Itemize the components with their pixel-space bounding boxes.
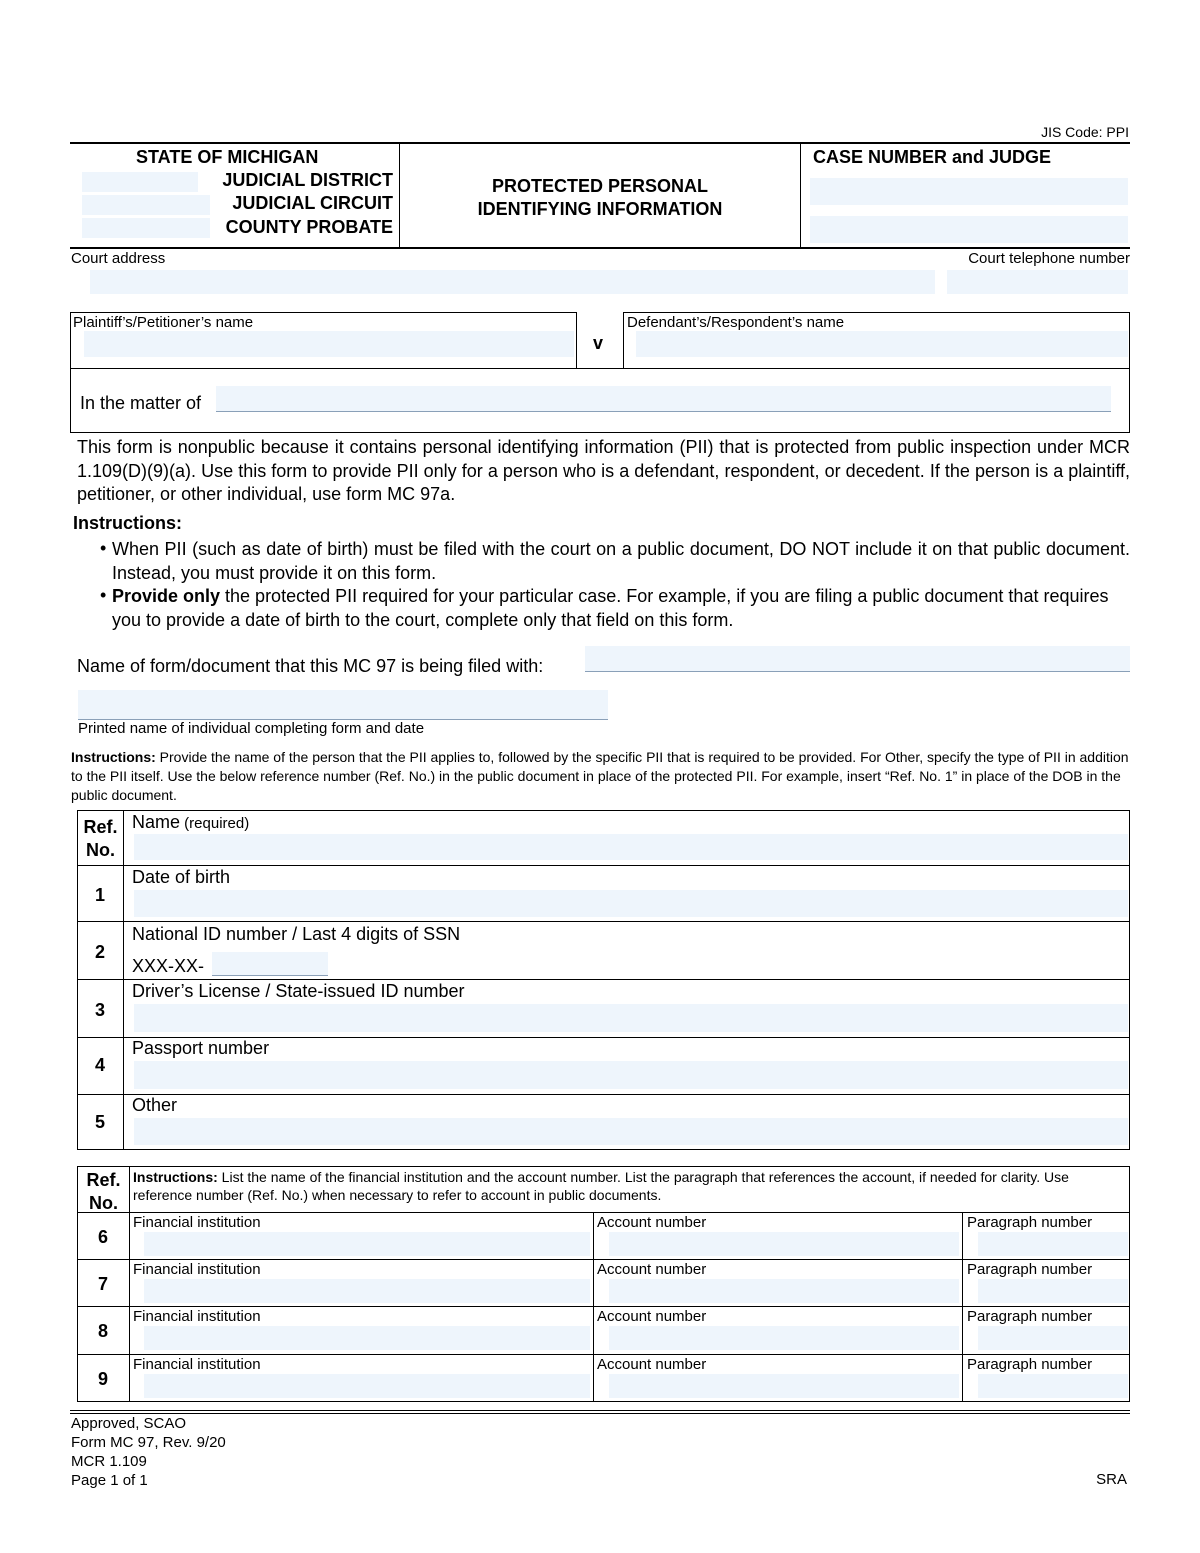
fin-ref-header xyxy=(78,1169,129,1215)
matter-label: In the matter of xyxy=(80,393,202,413)
intro-paragraph: This form is nonpublic because it contains personal identifying information (PII) that is protected from public inspection under MCR 1.109(D)(9)(a). Use this form to provide PII only for a person who is a defendant, respondent, or decedent. If the person is a plaintiff, petitioner, or other individual, use form MC 97a. xyxy=(77,437,1130,504)
pii-ref-header xyxy=(78,816,123,862)
fin-institution-field-6[interactable] xyxy=(144,1232,590,1256)
header-divider-2 xyxy=(800,143,801,248)
date-of-birth-label: Date of birth xyxy=(132,867,231,887)
ref-number-1: 1 xyxy=(94,885,105,905)
name-label-text: Name xyxy=(132,812,181,832)
fin-instructions-text: List the name of the financial institution and the account number. List the paragraph that references the account, if needed for clarity. Use reference number (Ref. No.) when necessary to refer to account in public documents. xyxy=(133,1169,1069,1203)
footer-approved: Approved, SCAO xyxy=(71,1415,187,1432)
fin-paragraph-label-6: Paragraph number xyxy=(967,1214,1093,1231)
pii-ref-header-line-1: Ref. xyxy=(83,817,118,837)
filed-with-field[interactable] xyxy=(585,646,1130,672)
fin-account-label-8: Account number xyxy=(597,1308,707,1325)
drivers-license-field[interactable] xyxy=(134,1004,1128,1032)
other-label: Other xyxy=(132,1095,178,1115)
defendant-name-field[interactable] xyxy=(636,331,1128,357)
fin-ref-header-line-2: No. xyxy=(89,1193,118,1213)
fin-account-label-7: Account number xyxy=(597,1261,707,1278)
header-top-rule xyxy=(70,142,1130,144)
court-phone-label: Court telephone number xyxy=(968,250,1130,267)
fin-account-field-9[interactable] xyxy=(609,1374,959,1398)
footer-info xyxy=(71,1414,226,1490)
instructions-heading: Instructions: xyxy=(73,513,183,533)
ref-number-2: 2 xyxy=(94,942,105,962)
ssn-label: National ID number / Last 4 digits of SSN xyxy=(132,924,461,944)
footer-rule-1 xyxy=(70,1410,1130,1411)
pii-row-rule-1 xyxy=(77,865,1130,866)
footer-rule-2 xyxy=(70,1413,1130,1414)
footer-rule: MCR 1.109 xyxy=(71,1453,147,1470)
judicial-district-label: JUDICIAL DISTRICT xyxy=(222,170,393,190)
fin-instructions-bold: Instructions: xyxy=(133,1169,218,1185)
pii-table xyxy=(77,810,1130,1150)
form-title-line-2: IDENTIFYING INFORMATION xyxy=(477,199,723,219)
fin-row-rule-2 xyxy=(77,1259,1130,1260)
ref-number-5: 5 xyxy=(94,1112,105,1132)
fin-institution-field-9[interactable] xyxy=(144,1374,590,1398)
footer-form: Form MC 97, Rev. 9/20 xyxy=(71,1434,226,1451)
jis-code: JIS Code: PPI xyxy=(1041,124,1129,140)
pii-instructions xyxy=(71,748,1133,805)
bullet-1-marker: • xyxy=(100,538,107,558)
case-number-field[interactable] xyxy=(810,178,1128,205)
footer-page: Page 1 of 1 xyxy=(71,1472,148,1489)
pii-ref-header-line-2: No. xyxy=(86,840,115,860)
fin-ref-divider xyxy=(129,1166,130,1402)
fin-ref-header-line-1: Ref. xyxy=(86,1170,121,1190)
court-phone-field[interactable] xyxy=(947,270,1128,294)
versus-label: v xyxy=(593,333,604,353)
date-of-birth-field[interactable] xyxy=(134,890,1128,917)
fin-account-label-9: Account number xyxy=(597,1356,707,1373)
fin-col-divider-1 xyxy=(593,1212,594,1402)
ref-number-6: 6 xyxy=(97,1227,108,1247)
ref-number-9: 9 xyxy=(97,1369,108,1389)
plaintiff-label: Plaintiff’s/Petitioner’s name xyxy=(73,314,254,331)
fin-paragraph-field-7[interactable] xyxy=(978,1279,1128,1303)
fin-row-rule-1 xyxy=(77,1212,1130,1213)
fin-institution-label-8: Financial institution xyxy=(133,1308,261,1325)
pii-table-ref-divider xyxy=(123,810,124,1150)
other-field[interactable] xyxy=(134,1118,1128,1145)
fin-row-rule-3 xyxy=(77,1306,1130,1307)
state-label: STATE OF MICHIGAN xyxy=(136,147,319,167)
fin-paragraph-field-9[interactable] xyxy=(978,1374,1128,1398)
ssn-last4-field[interactable] xyxy=(212,952,328,976)
fin-institution-field-7[interactable] xyxy=(144,1279,590,1303)
form-title-line-1: PROTECTED PERSONAL xyxy=(491,176,709,196)
judge-field[interactable] xyxy=(810,216,1128,243)
fin-row-rule-4 xyxy=(77,1354,1130,1355)
header-bottom-rule xyxy=(70,247,1130,249)
fin-paragraph-label-8: Paragraph number xyxy=(967,1308,1093,1325)
passport-label: Passport number xyxy=(132,1038,270,1058)
fin-paragraph-field-8[interactable] xyxy=(978,1326,1128,1350)
pii-row-rule-2 xyxy=(77,921,1130,922)
ssn-prefix: XXX-XX- xyxy=(132,956,205,976)
circuit-number-field[interactable] xyxy=(82,195,210,215)
fin-paragraph-label-9: Paragraph number xyxy=(967,1356,1093,1373)
pii-row-rule-3 xyxy=(77,979,1130,980)
form-title xyxy=(400,175,800,221)
drivers-license-label: Driver’s License / State-issued ID number xyxy=(132,981,465,1001)
defendant-label: Defendant’s/Respondent’s name xyxy=(627,314,845,331)
fin-account-field-6[interactable] xyxy=(609,1232,959,1256)
name-required-note: (required) xyxy=(180,815,250,832)
fin-account-field-8[interactable] xyxy=(609,1326,959,1350)
case-number-label: CASE NUMBER and JUDGE xyxy=(813,147,1052,167)
plaintiff-name-field[interactable] xyxy=(84,331,574,357)
matter-of-field[interactable] xyxy=(216,386,1111,412)
fin-institution-label-9: Financial institution xyxy=(133,1356,261,1373)
fin-institution-field-8[interactable] xyxy=(144,1326,590,1350)
fin-institution-label-6: Financial institution xyxy=(133,1214,261,1231)
fin-col-divider-2 xyxy=(962,1212,963,1402)
county-name-field[interactable] xyxy=(82,218,210,238)
pii-instructions-text: Provide the name of the person that the PII applies to, followed by the specific PII that is required to be provided. For Other, specify the type of PII in addition to the PII itself. Use the below reference number (Ref. No.) in the public document in place of the protected PII. For example, insert “Ref. No. 1” in place of the DOB in the public document. xyxy=(71,749,1129,803)
bullet-2-bold: Provide only xyxy=(112,586,221,606)
person-name-field[interactable] xyxy=(134,834,1128,860)
district-number-field[interactable] xyxy=(82,172,198,192)
county-probate-label: COUNTY PROBATE xyxy=(225,217,393,237)
printed-name-label: Printed name of individual completing form and date xyxy=(78,720,425,737)
fin-instructions xyxy=(133,1168,1123,1204)
bullet-1-text: When PII (such as date of birth) must be filed with the court on a public document, DO NOT include it on that public document. Instead, you must provide it on this form. xyxy=(112,539,1130,583)
name-label xyxy=(132,812,249,833)
pii-row-rule-5 xyxy=(77,1094,1130,1095)
fin-institution-label-7: Financial institution xyxy=(133,1261,261,1278)
fin-account-field-7[interactable] xyxy=(609,1279,959,1303)
ref-number-3: 3 xyxy=(94,1000,105,1020)
bullet-2-marker: • xyxy=(100,585,107,605)
fin-paragraph-field-6[interactable] xyxy=(978,1232,1128,1256)
bullet-2-rest: the protected PII required for your particular case. For example, if you are filing a public document that requires you to provide a date of birth to the court, complete only that field on this form. xyxy=(112,586,1109,630)
ref-number-8: 8 xyxy=(97,1321,108,1341)
court-address-field[interactable] xyxy=(90,270,935,294)
judicial-circuit-label: JUDICIAL CIRCUIT xyxy=(232,193,393,213)
fin-paragraph-label-7: Paragraph number xyxy=(967,1261,1093,1278)
court-address-label: Court address xyxy=(71,250,166,267)
pii-instructions-bold: Instructions: xyxy=(71,749,156,765)
ref-number-7: 7 xyxy=(97,1274,108,1294)
bullet-2-text xyxy=(112,585,1130,632)
footer-sra: SRA xyxy=(1096,1471,1127,1488)
ref-number-4: 4 xyxy=(94,1055,105,1075)
passport-field[interactable] xyxy=(134,1061,1128,1089)
printed-name-date-field[interactable] xyxy=(78,690,608,720)
fin-account-label-6: Account number xyxy=(597,1214,707,1231)
filed-with-label: Name of form/document that this MC 97 is being filed with: xyxy=(77,656,544,676)
